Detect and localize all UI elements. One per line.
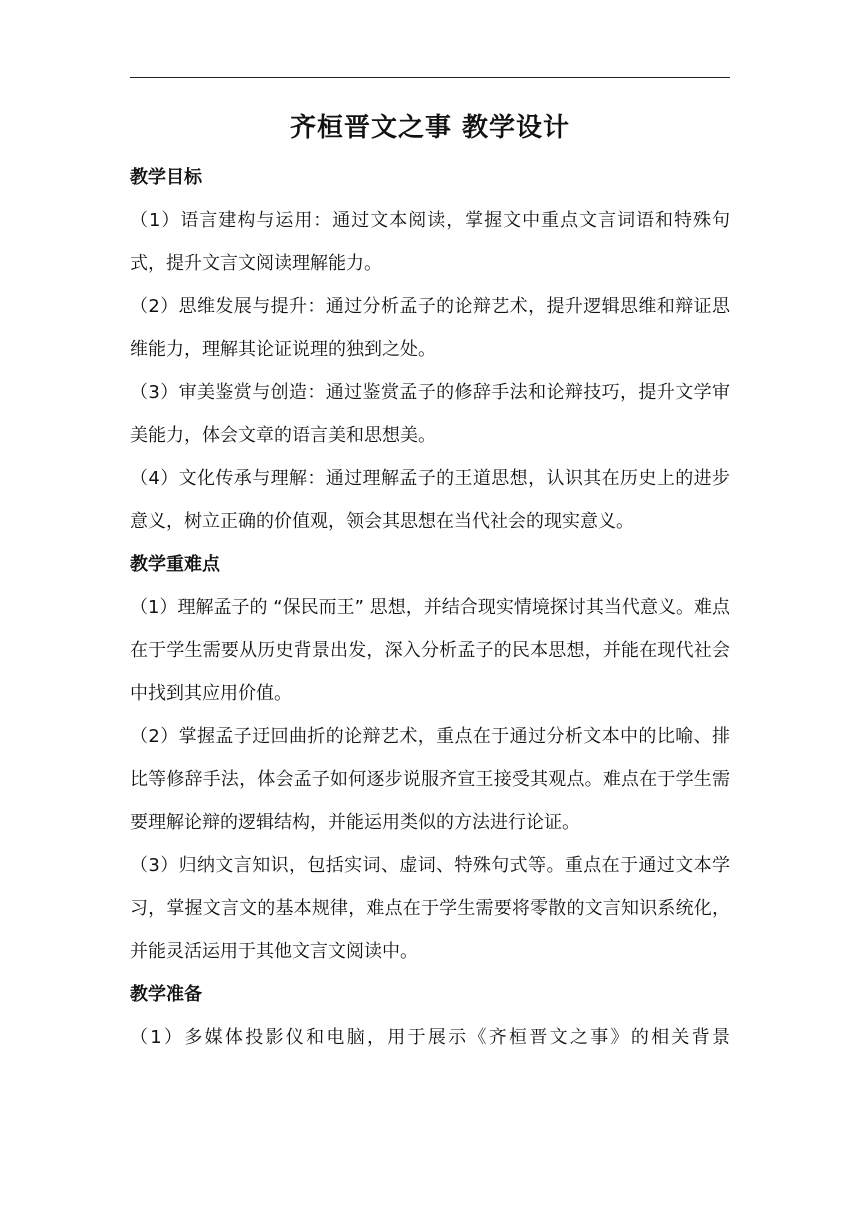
section-heading-key-points: 教学重难点 <box>130 554 220 575</box>
preparation-paragraph-1: （1）多媒体投影仪和电脑，用于展示《齐桓晋文之事》的相关背景 <box>130 1027 730 1048</box>
document-title: 齐桓晋文之事 教学设计 <box>289 113 571 143</box>
objective-paragraph-4: （4）文化传承与理解：通过理解孟子的王道思想，认识其在历史上的进步意义，树立正确的价值观，领会其思想在当代社会的现实意义。 <box>130 468 730 532</box>
objective-paragraph-1: （1）语言建构与运用：通过文本阅读，掌握文中重点文言词语和特殊句式，提升文言文阅读理解能力。 <box>130 210 730 274</box>
section-heading-objectives: 教学目标 <box>130 167 202 188</box>
objective-paragraph-2: （2）思维发展与提升：通过分析孟子的论辩艺术，提升逻辑思维和辩证思维能力，理解其论证说理的独到之处。 <box>130 296 730 360</box>
header-rule <box>130 77 730 78</box>
key-point-paragraph-3: （3）归纳文言知识，包括实词、虚词、特殊句式等。重点在于通过文本学习，掌握文言文的基本规律，难点在于学生需要将零散的文言知识系统化，并能灵活运用于其他文言文阅读中。 <box>130 855 730 962</box>
document-body <box>130 100 730 1059</box>
key-point-paragraph-2: （2）掌握孟子迂回曲折的论辩艺术，重点在于通过分析文本中的比喻、排比等修辞手法，体会孟子如何逐步说服齐宣王接受其观点。难点在于学生需要理解论辩的逻辑结构，并能运用类似的方法进行论证。 <box>130 726 730 833</box>
section-heading-preparation: 教学准备 <box>130 984 202 1005</box>
key-point-paragraph-1: （1）理解孟子的 “保民而王” 思想，并结合现实情境探讨其当代意义。难点在于学生需要从历史背景出发，深入分析孟子的民本思想，并能在现代社会中找到其应用价值。 <box>130 597 730 704</box>
objective-paragraph-3: （3）审美鉴赏与创造：通过鉴赏孟子的修辞手法和论辩技巧，提升文学审美能力，体会文章的语言美和思想美。 <box>130 382 730 446</box>
